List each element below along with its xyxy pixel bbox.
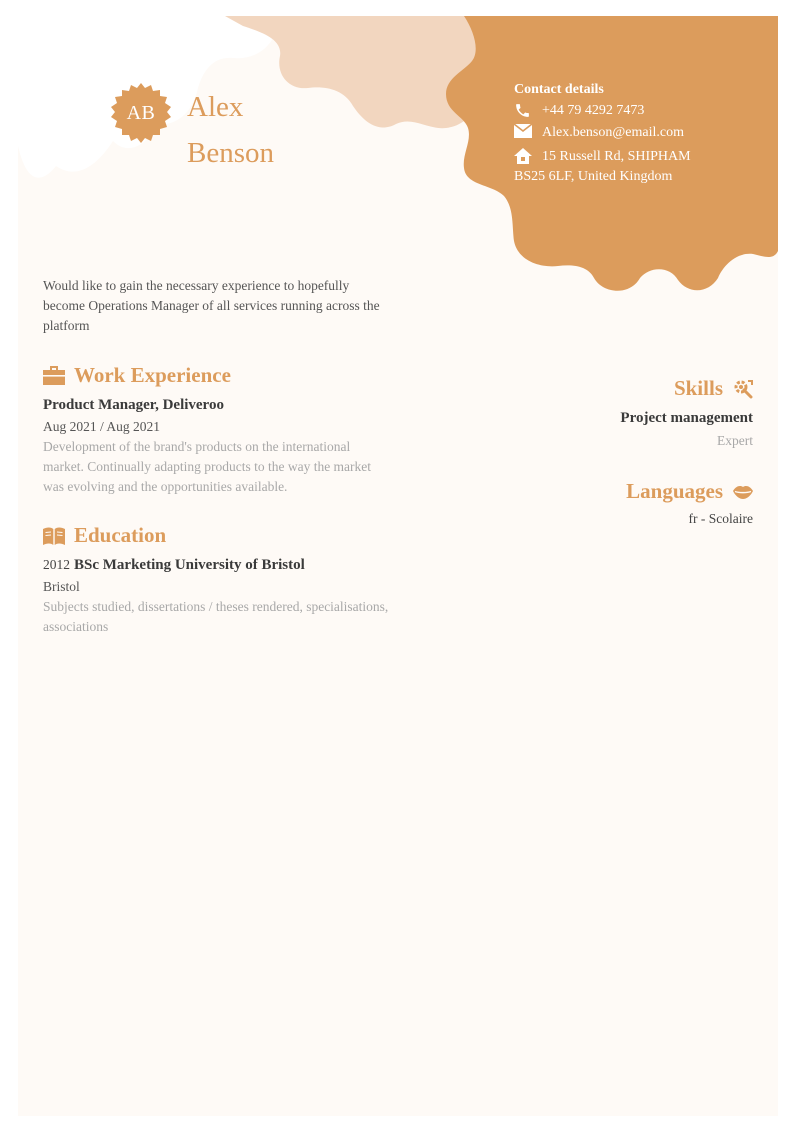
contact-email[interactable]: Alex.benson@email.com <box>542 125 684 140</box>
gear-wrench-icon <box>733 379 753 399</box>
full-name <box>187 84 274 176</box>
profile-summary: Would like to gain the necessary experience to hopefully become Operations Manager of all services running across the platform <box>43 278 380 333</box>
education-entry <box>43 556 393 637</box>
language-item: fr - Scolaire <box>688 511 753 526</box>
education-title: Education <box>74 523 167 547</box>
contact-phone[interactable]: +44 79 4292 7473 <box>542 103 645 118</box>
contact-address-row <box>514 147 754 167</box>
education-heading <box>43 523 166 548</box>
job-entry <box>43 396 393 497</box>
envelope-icon <box>514 123 542 143</box>
education-description: Subjects studied, dissertations / theses rendered, specialisations, associations <box>43 599 389 634</box>
contact-details <box>514 82 754 187</box>
skill-level: Expert <box>717 433 753 448</box>
last-name: Benson <box>187 137 274 169</box>
work-experience-title: Work Experience <box>74 363 231 387</box>
contact-email-row <box>514 123 754 143</box>
contact-title: Contact details <box>514 82 604 97</box>
job-description: Development of the brand's products on the international market. Continually adapting products to the way the market was evolving and the opportunities available. <box>43 439 372 494</box>
first-name: Alex <box>187 91 244 123</box>
phone-icon <box>514 101 542 121</box>
skills-heading <box>674 376 753 401</box>
resume-page <box>18 16 778 1116</box>
job-role: Product Manager, Deliveroo <box>43 397 224 413</box>
contact-address-line2: BS25 6LF, United Kingdom <box>514 169 673 184</box>
work-experience-heading <box>43 363 231 388</box>
skills-title: Skills <box>673 376 723 400</box>
briefcase-icon <box>43 366 65 385</box>
open-book-icon <box>43 527 65 545</box>
education-year: 2012 <box>43 557 70 572</box>
skill-name: Project management <box>620 410 753 426</box>
lips-icon <box>733 485 753 499</box>
contact-phone-row <box>514 101 754 121</box>
languages-heading <box>626 479 753 504</box>
job-dates: Aug 2021 / Aug 2021 <box>43 419 161 434</box>
contact-address-line1: 15 Russell Rd, SHIPHAM <box>542 149 691 164</box>
languages-title: Languages <box>626 479 723 503</box>
education-place: Bristol <box>43 579 80 594</box>
initials-badge <box>110 82 172 144</box>
home-icon <box>514 147 542 167</box>
education-degree: BSc Marketing University of Bristol <box>74 557 305 573</box>
initials-text: AB <box>126 102 156 124</box>
